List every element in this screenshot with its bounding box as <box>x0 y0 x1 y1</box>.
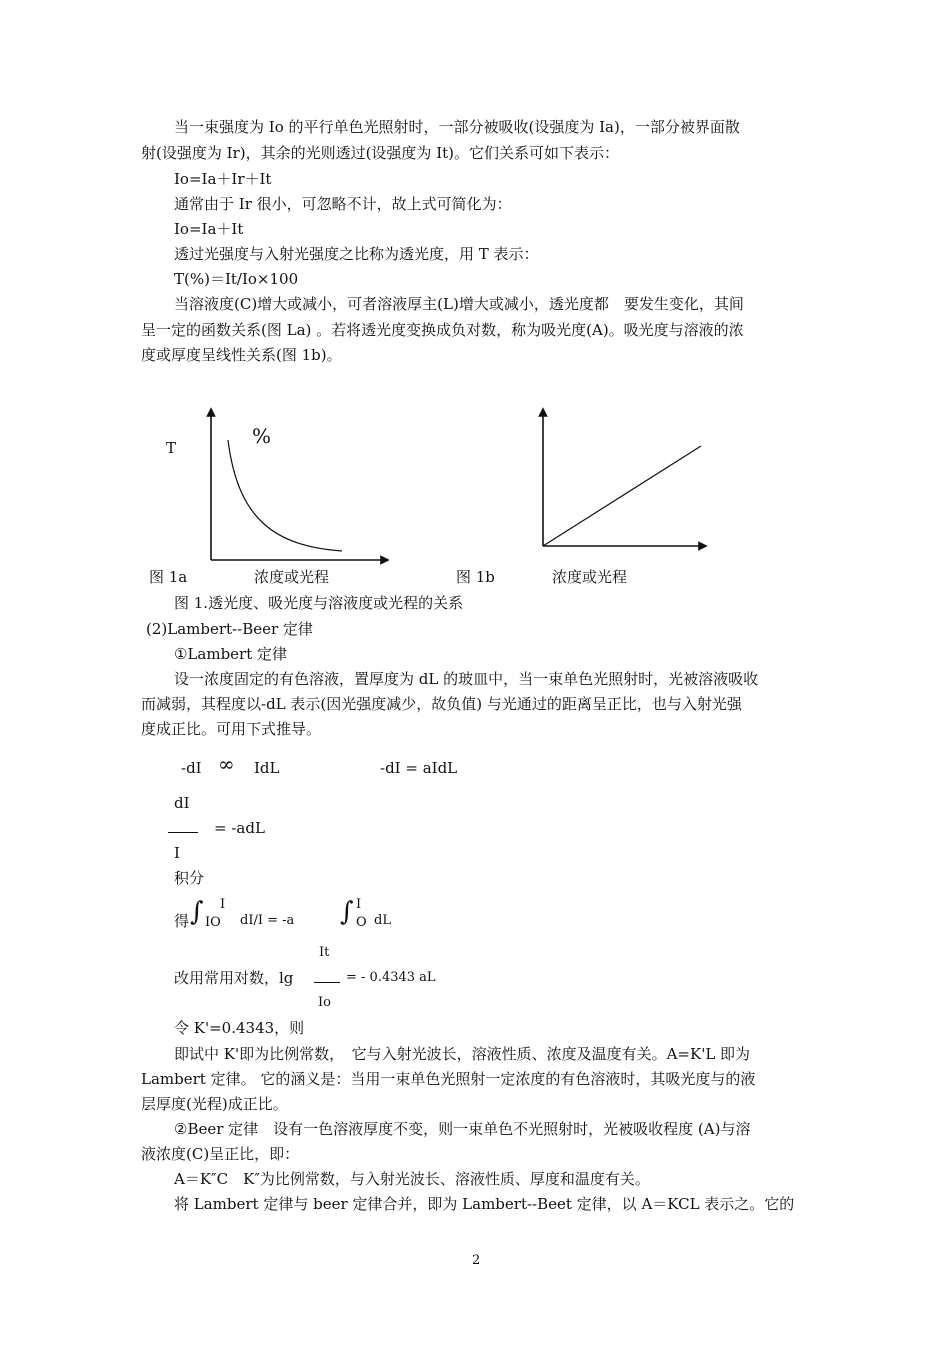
frac-rhs: = -adL <box>214 819 265 837</box>
int1-body: dI/I = -a <box>240 913 295 928</box>
fig1a-x-label: 浓度或光程 <box>254 568 330 586</box>
fig1a-unit: % <box>252 424 272 448</box>
equation-io-simple: Io=Ia＋It <box>174 220 244 238</box>
equation-transmittance: T(%)＝It/Io×100 <box>174 270 299 288</box>
para-line-22: 液浓度(C)呈正比，即： <box>141 1145 300 1163</box>
para-line-6: 透过光强度与入射光强度之比称为透光度，用 T 表示： <box>174 245 539 263</box>
int2-upper: I <box>356 897 362 912</box>
page-number: 2 <box>472 1253 481 1268</box>
fig1a-curve <box>228 440 342 551</box>
para-line-integral: 积分 <box>174 869 205 887</box>
para-line-13: 设一浓度固定的有色溶液，置厚度为 dL 的玻皿中，当一束单色光照射时，光被溶液吸收 <box>174 670 759 688</box>
para-line-1: 当一束强度为 Io 的平行单色光照射时，一部分被吸收(设强度为 Ia)，一部分被界面散 <box>174 118 740 136</box>
int1-upper: I <box>220 897 226 912</box>
figure-caption: 图 1.透光度、吸光度与溶液度或光程的关系 <box>174 594 464 612</box>
subsection-heading-lambert: ①Lambert 定律 <box>174 645 288 663</box>
fig1a-caption: 图 1a <box>149 568 188 586</box>
section-heading-lambert-beer: (2)Lambert--Beer 定律 <box>146 620 313 638</box>
para-line-19: Lambert 定律。 它的涵义是：当用一束单色光照射一定浓度的有色溶液时，其吸光度与的液 <box>141 1070 756 1088</box>
fig1b-line <box>543 446 701 546</box>
log-prefix: 改用常用对数，lg <box>174 969 294 987</box>
para-line-20: 层厚度(光程)成正比。 <box>141 1095 288 1113</box>
log-denominator: Io <box>318 995 331 1010</box>
fig1b-x-label: 浓度或光程 <box>552 568 628 586</box>
para-line-17: 令 K'=0.4343，则 <box>174 1019 305 1037</box>
integral-icon-2: ∫ <box>340 897 354 927</box>
para-line-18: 即试中 K'即为比例常数， 它与入射光波长，溶液性质、浓度及温度有关。A=K'L 即为 <box>174 1045 751 1063</box>
para-line-24: 将 Lambert 定律与 beer 定律合并，即为 Lambert--Beet 定律，以 A＝KCL 表示之。它的 <box>174 1195 795 1213</box>
integral-icon: ∫ <box>190 897 204 927</box>
int2-body: dL <box>374 913 391 928</box>
eq1-left: -dI <box>181 759 202 777</box>
fig1b-caption: 图 1b <box>456 568 495 586</box>
para-line-10: 度或厚度呈线性关系(图 1b)。 <box>141 346 342 364</box>
fig1a-y-label: T <box>166 439 177 457</box>
para-line-2: 射(设强度为 Ir)，其余的光则透过(设强度为 It)。它们关系可如下表示： <box>141 144 619 162</box>
int2-lower: O <box>356 915 367 930</box>
eq2: -dI = aIdL <box>380 759 458 777</box>
int1-lower: IO <box>205 915 221 930</box>
para-line-14: 而减弱，其程度以-dL 表示(因光强度减少，故负值) 与光通过的距离呈正比，也与入射光强 <box>141 695 742 713</box>
equation-io-full: Io=Ia＋Ir＋It <box>174 170 272 188</box>
para-line-15: 度成正比。可用下式推导。 <box>141 720 322 738</box>
para-line-23: A＝K″C K″为比例常数，与入射光波长、溶液性质、厚度和温度有关。 <box>174 1170 650 1188</box>
proportional-symbol: ∞ <box>218 752 235 776</box>
log-fraction-bar <box>314 982 340 983</box>
frac-numerator: dI <box>174 794 190 812</box>
para-line-4: 通常由于 Ir 很小，可忽略不计，故上式可简化为： <box>174 195 512 213</box>
para-line-9: 呈一定的函数关系(图 La) 。若将透光度变换成负对数，称为吸光度(A)。吸光度与溶液的浓 <box>141 321 744 339</box>
para-line-8: 当溶液度(C)增大或减小，可者溶液厚主(L)增大或减小，透光度都 要发生变化，其间 <box>174 295 744 313</box>
eq1-right: IdL <box>254 759 280 777</box>
para-line-21: ②Beer 定律 设有一色溶液厚度不变，则一束单色不光照射时，光被吸收程度 (A)与溶 <box>174 1120 751 1138</box>
log-rhs: = - 0.4343 aL <box>346 970 436 985</box>
fraction-bar <box>168 832 198 833</box>
frac-denominator: I <box>174 844 180 862</box>
int-prefix: 得 <box>174 912 190 930</box>
log-numerator: It <box>319 945 330 960</box>
